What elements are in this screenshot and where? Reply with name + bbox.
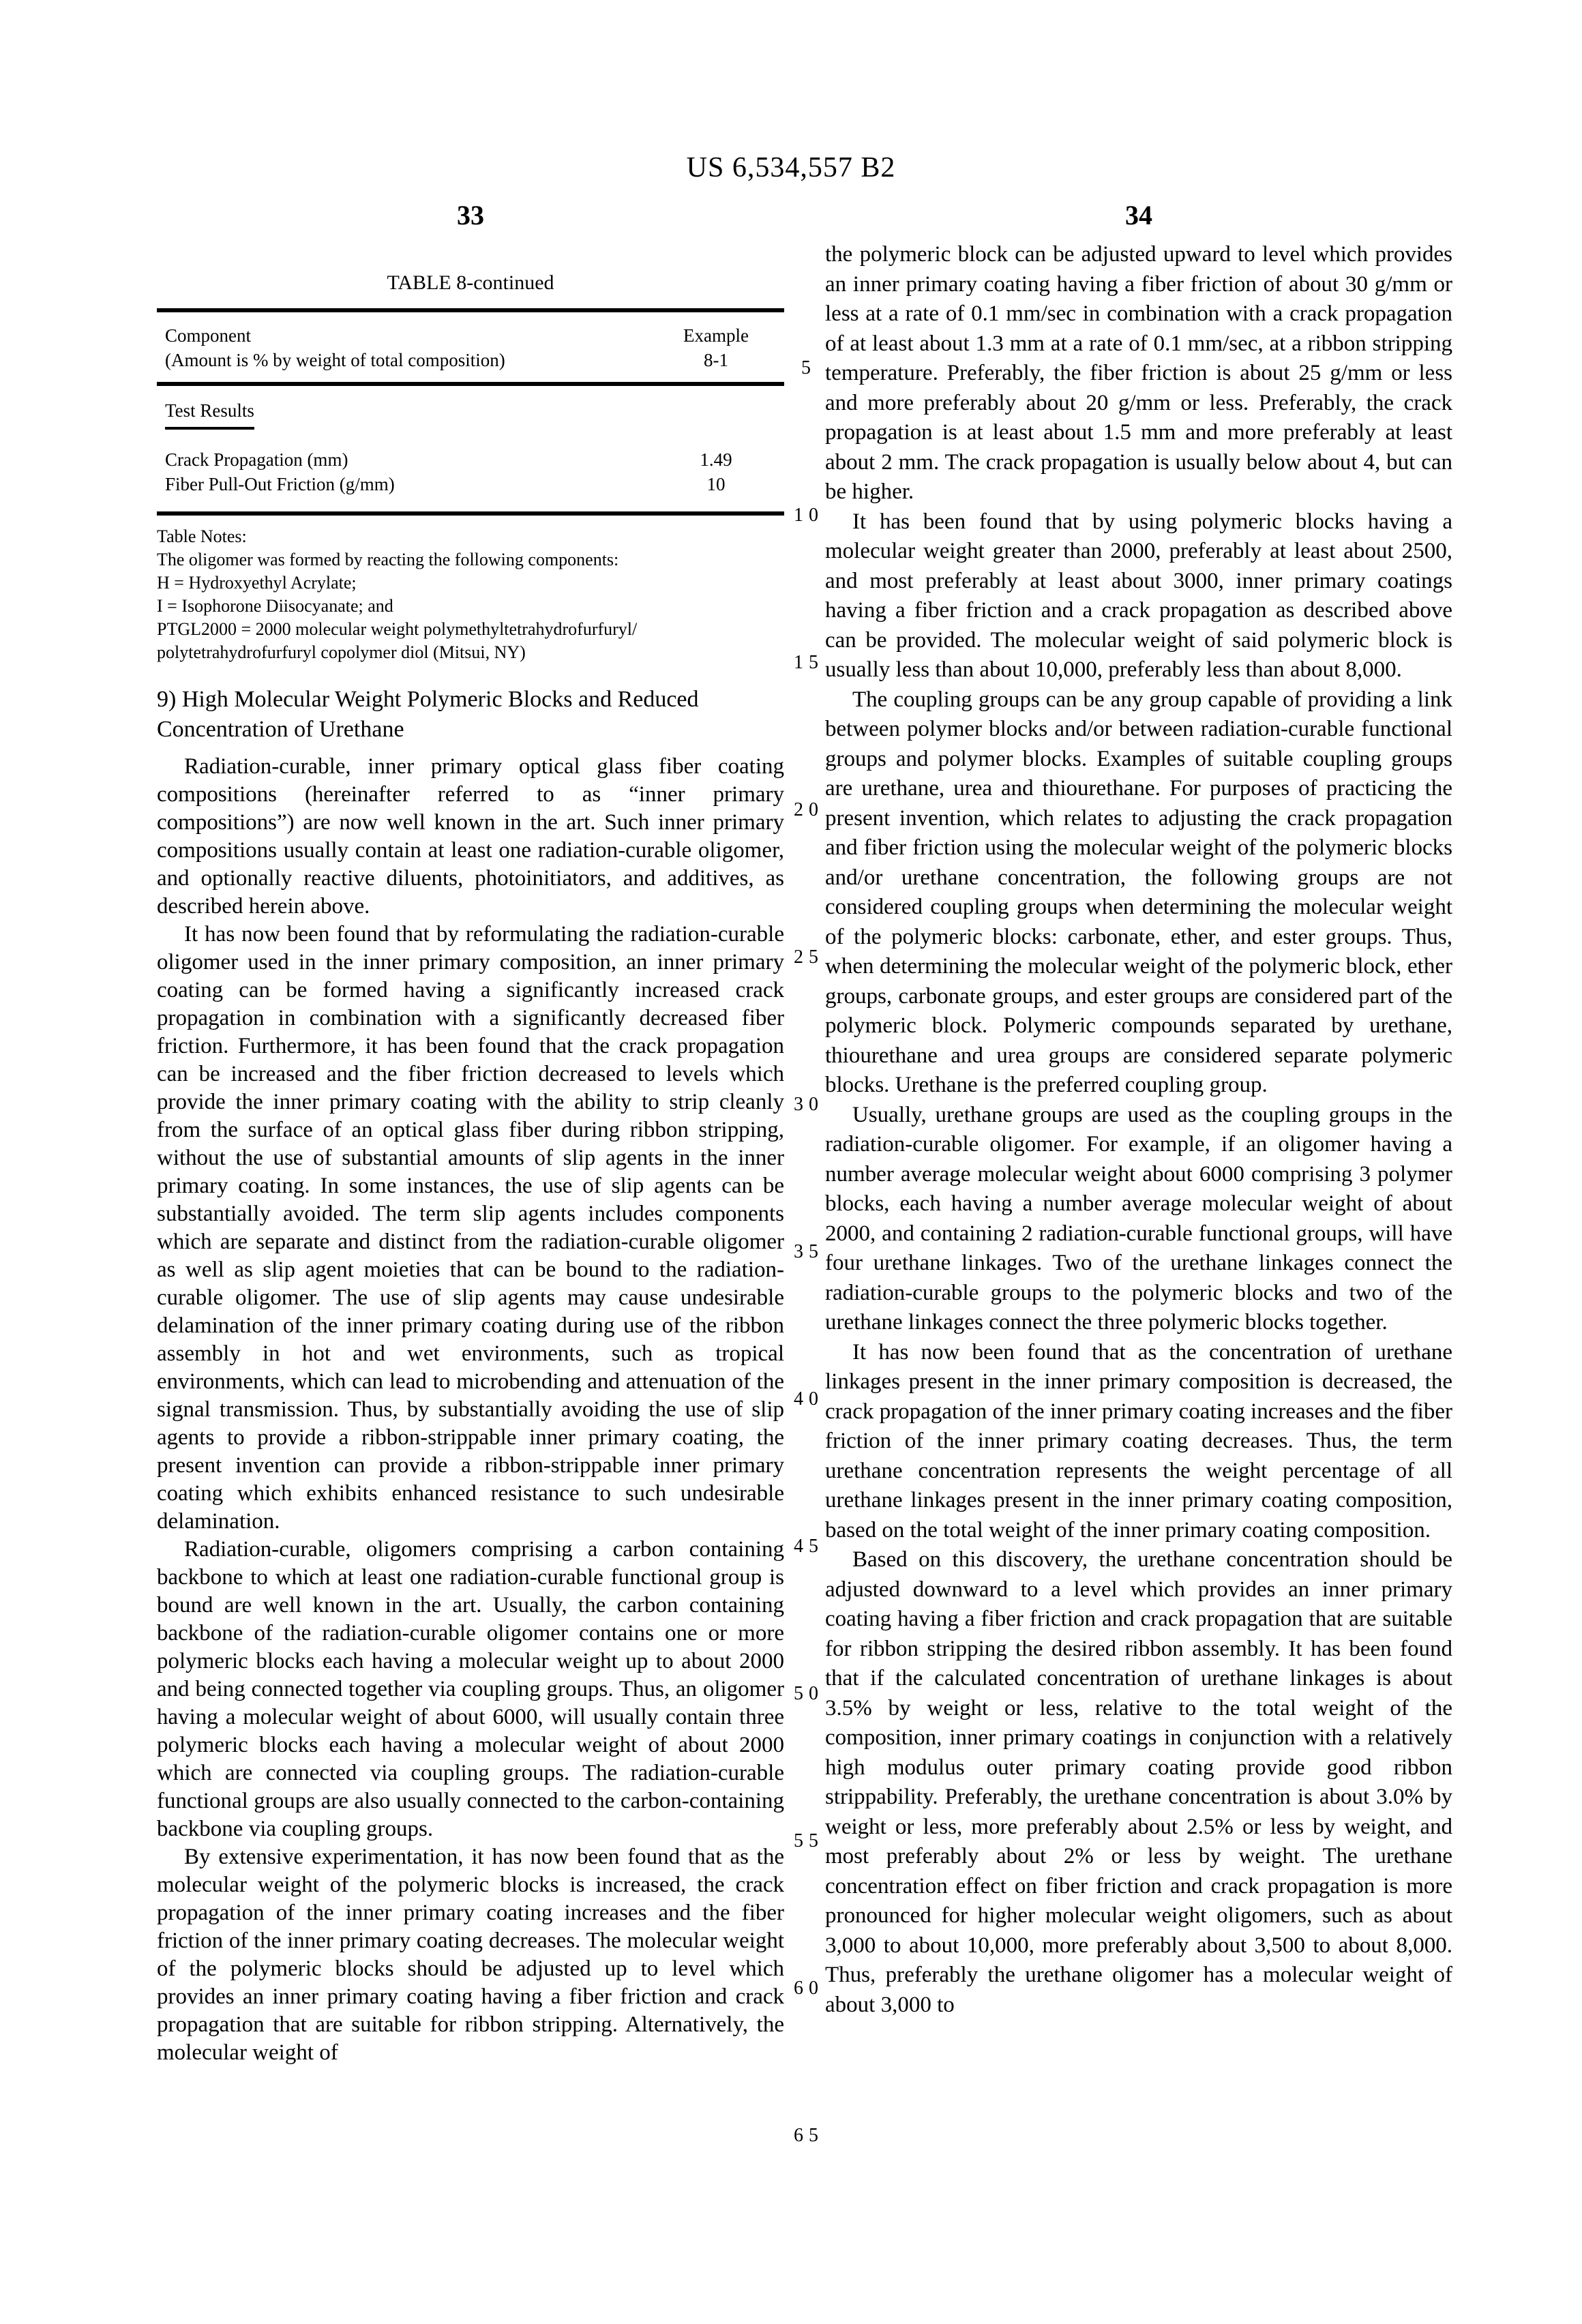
table-title: TABLE 8-continued — [387, 271, 554, 294]
gutter-line-number: 50 — [794, 1683, 824, 1704]
paragraph: Based on this discovery, the urethane concentration should be adjusted downward to a level which provides an inner primary coating having a fiber friction and crack propagation that are suitable for ribbon stripping the desired ribbon assembly. It has been found that if the calculated concentration of urethane linkages is about 3.5% by weight or less, relative to the total weight of the composition, inner primary coatings in conjunction with a relatively high modulus outer primary coating provide good ribbon strippability. Preferably, the urethane concentration is about 3.0% by weight or less, more preferably about 2.5% or less by weight, and most preferably about 2% or less by weight. The urethane concentration effect on fiber friction and crack propagation is more pronounced for higher molecular weight oligomers, such as about 3,000 to about 10,000, more preferably about 3,500 to about 8,000. Thus, preferably the urethane oligomer has a molecular weight of about 3,000 to — [825, 1547, 1452, 2017]
paragraph: Radiation-curable, inner primary optical glass fiber coating compositions (hereinafter referred to as “inner primary compositions”) are now well known in the art. Such inner primary compositions usually contain at least one radiation-curable oligomer, and optionally reactive diluents, photoinitiators, and additives, as described herein above. — [157, 754, 784, 919]
table-notes — [157, 525, 784, 664]
table-section-label: Test Results — [157, 398, 784, 430]
table-note-line: PTGL2000 = 2000 molecular weight polymethyltetrahydrofurfuryl/ — [157, 619, 638, 639]
table-row — [157, 447, 784, 472]
table-row — [157, 472, 784, 496]
table-note-line: polytetrahydrofurfuryl copolymer diol (Mitsui, NY) — [157, 642, 526, 662]
paragraph: It has now been found that as the concentration of urethane linkages present in the inner primary composition is decreased, the crack propagation of the inner primary coating increases and the fiber friction of the inner primary coating decreases. Thus, the term urethane concentration represents the weight percentage of all urethane linkages present in the inner primary coating composition, based on the total weight of the inner primary coating composition. — [825, 1339, 1452, 1543]
patent-number: US 6,534,557 B2 — [686, 152, 896, 183]
table-header-component-line1: Component — [165, 325, 251, 346]
table-header-row — [157, 312, 784, 382]
right-column — [825, 240, 1452, 2020]
left-column — [157, 271, 784, 2067]
table-row-label: Fiber Pull-Out Friction (g/mm) — [165, 474, 395, 494]
table-note-line: I = Isophorone Diisocyanate; and — [157, 596, 393, 616]
table-row-label: Crack Propagation (mm) — [165, 449, 348, 470]
table-header-component — [157, 323, 648, 372]
table-8-continued — [157, 271, 784, 664]
gutter-line-number: 65 — [794, 2125, 824, 2146]
table-mid-rule — [157, 382, 784, 386]
page-column-number-left: 33 — [457, 200, 484, 230]
paragraph: It has been found that by using polymeric blocks having a molecular weight greater than 2000, preferably at least about 2500, and most preferably at least about 3000, inner primary coatings having a fiber friction and a crack propagation as described above can be provided. The molecular weight of said polymeric block is usually less than about 10,000, preferably less than about 8,000. — [825, 509, 1452, 682]
gutter-line-number: 30 — [794, 1094, 824, 1115]
table-note-line: The oligomer was formed by reacting the following components: — [157, 550, 619, 569]
table-bottom-rule — [157, 511, 784, 516]
table-header-example — [648, 323, 784, 372]
gutter-line-number: 20 — [794, 799, 824, 820]
page-column-number-right: 34 — [1125, 200, 1152, 230]
gutter-line-number: 40 — [794, 1388, 824, 1410]
paragraph: It has now been found that by reformulating the radiation-curable oligomer used in the inner primary composition, an inner primary coating can be formed having a significantly increased crack propagation in combination with a significantly decreased fiber friction. Furthermore, it has been found that the crack propagation can be increased and the fiber friction decreased to levels which provide the inner primary coating with the ability to strip cleanly from the surface of an optical glass fiber during ribbon stripping, without the use of substantial amounts of slip agents in the inner primary coating. In some instances, the use of slip agents can be substantially avoided. The term slip agents includes components which are separate and distinct from the radiation-curable oligomer as well as slip agent moieties that can be bound to the radiation-curable oligomer. The use of slip agents may cause undesirable delamination of the inner primary coating during use of the ribbon assembly in hot and wet environments, such as tropical environments, which can lead to microbending and attenuation of the signal transmission. Thus, by substantially avoiding the use of slip agents to provide a ribbon-strippable inner primary coating, the present invention can provide a ribbon-strippable inner primary coating which exhibits enhanced resistance to such undesirable delamination. — [157, 922, 784, 1534]
table-row-value: 1.49 — [700, 449, 732, 470]
gutter-line-number: 15 — [794, 652, 824, 673]
table-note-line: Table Notes: — [157, 526, 247, 546]
section-heading: 9) High Molecular Weight Polymeric Blocks and Reduced Concentration of Urethane — [157, 687, 699, 742]
gutter-line-number: 5 — [801, 357, 816, 378]
gutter-line-number: 25 — [794, 947, 824, 968]
gutter-line-number: 35 — [794, 1241, 824, 1262]
gutter-line-number: 60 — [794, 1978, 824, 1999]
paragraph: By extensive experimentation, it has now been found that as the molecular weight of the polymeric blocks is increased, the crack propagation of the inner primary coating increases and the fiber friction of the inner primary coating decreases. The molecular weight of the polymeric blocks should be adjusted up to level which provides an inner primary coating having a fiber friction and crack propagation that are suitable for ribbon stripping. Alternatively, the molecular weight of — [157, 1845, 784, 2065]
table-body — [157, 447, 784, 511]
table-row-value: 10 — [706, 474, 726, 494]
paragraph: the polymeric block can be adjusted upward to level which provides an inner primary coating having a fiber friction of about 30 g/mm or less at a rate of 0.1 mm/sec in combination with a crack propagation of at least about 1.3 mm at a rate of 0.1 mm/sec, at a ribbon stripping temperature. Preferably, the fiber friction is about 25 g/mm or less and more preferably about 20 g/mm or less. Preferably, the crack propagation is at least about 1.5 mm and more preferably at least about 2 mm. The crack propagation is usually below about 4, but can be higher. — [825, 242, 1452, 504]
table-header-example-line2: 8-1 — [704, 350, 728, 370]
gutter-line-number: 55 — [794, 1830, 824, 1851]
paragraph: Radiation-curable, oligomers comprising a carbon containing backbone to which at least one radiation-curable functional group is bound are well known in the art. Usually, the carbon containing backbone of the radiation-curable oligomer contains one or more polymeric blocks each having a molecular weight up to about 2000 and being connected together via coupling groups. Thus, an oligomer having a molecular weight of about 6000, will usually contain three polymeric blocks each having a molecular weight of about 2000 which are connected via coupling groups. The radiation-curable functional groups are also usually connected to the carbon-containing backbone via coupling groups. — [157, 1537, 784, 1841]
table-header-component-line2: (Amount is % by weight of total composition) — [165, 350, 505, 370]
gutter-line-number: 45 — [794, 1536, 824, 1557]
paragraph: Usually, urethane groups are used as the coupling groups in the radiation-curable oligomer. For example, if an oligomer having a number average molecular weight about 6000 comprising 3 polymer blocks, each having a number average molecular weight of about 2000, and containing 2 radiation-curable functional groups, will have four urethane linkages. Two of the urethane linkages connect the radiation-curable groups to the polymeric blocks and two of the urethane linkages connect the three polymeric blocks together. — [825, 1102, 1452, 1335]
table-note-line: H = Hydroxyethyl Acrylate; — [157, 573, 357, 593]
paragraph: The coupling groups can be any group capable of providing a link between polymer blocks and/or between radiation-curable functional groups and polymer blocks. Examples of suitable coupling groups are urethane, urea and thiourethane. For purposes of practicing the present invention, which relates to adjusting the crack propagation and fiber friction using the molecular weight of the polymeric blocks and/or urethane concentration, the following groups are not considered coupling groups when determining the molecular weight of the polymeric blocks: carbonate, ether, and ester groups. Thus, when determining the molecular weight of the polymeric block, ether groups, carbonate groups, and ester groups are considered part of the polymeric block. Polymeric compounds separated by urethane, thiourethane and urea groups are considered separate polymeric blocks. Urethane is the preferred coupling group. — [825, 687, 1452, 1097]
gutter-line-number: 10 — [794, 505, 824, 526]
table-header-example-line1: Example — [683, 325, 749, 346]
